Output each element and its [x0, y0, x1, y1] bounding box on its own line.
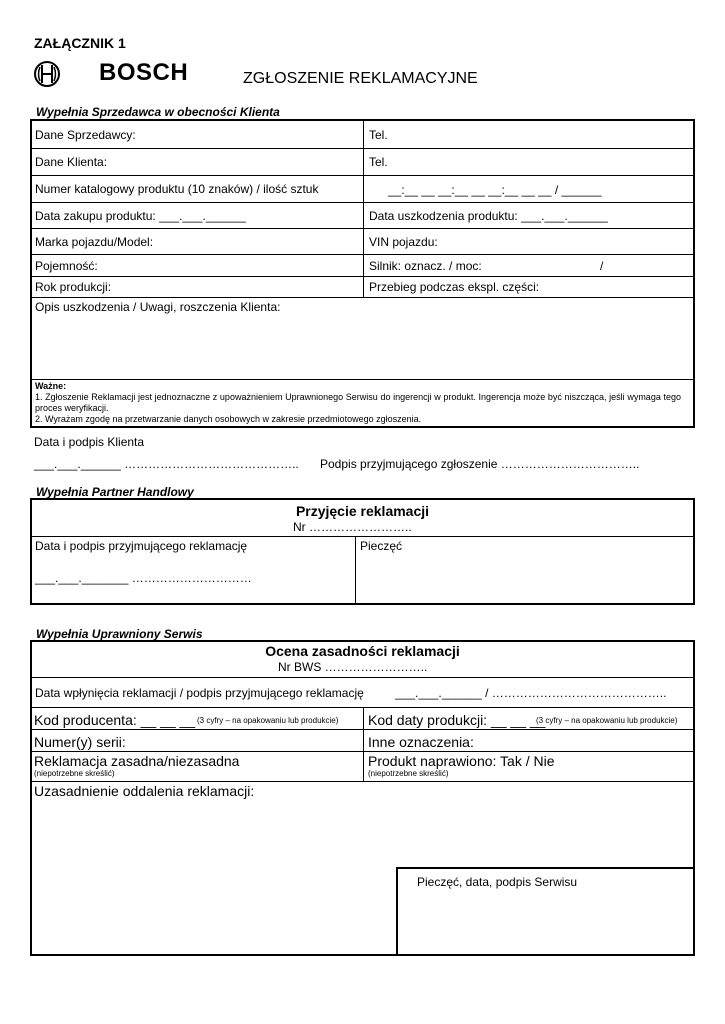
- vin-field[interactable]: VIN pojazdu:: [369, 235, 438, 249]
- catalog-number-label: Numer katalogowy produktu (10 znaków) / ilość sztuk: [35, 182, 319, 196]
- tel-client-field[interactable]: Tel.: [369, 155, 388, 169]
- arrival-date-line[interactable]: ___.___.______ / ……………………………………..: [395, 686, 667, 700]
- brand-logo-text: BOSCH: [99, 59, 189, 86]
- partner-stamp-field[interactable]: Pieczęć: [360, 539, 403, 553]
- dane-klienta-field[interactable]: Dane Klienta:: [35, 155, 108, 169]
- claim-valid-field[interactable]: Reklamacja zasadna/niezasadna: [34, 753, 240, 769]
- capacity-field[interactable]: Pojemność:: [35, 259, 98, 273]
- receiver-signature-line[interactable]: Podpis przyjmującego zgłoszenie ……………………………..: [320, 457, 640, 471]
- product-repaired-field[interactable]: Produkt naprawiono: Tak / Nie: [368, 753, 555, 769]
- product-repaired-note: (niepotrzebne skreślić): [368, 769, 449, 778]
- serial-number-field[interactable]: Numer(y) serii:: [34, 734, 126, 750]
- service-section-heading: Wypełnia Uprawniony Serwis: [36, 627, 203, 641]
- partner-signature-line[interactable]: ___.___._______ …………………………: [35, 571, 252, 585]
- seller-section-heading: Wypełnia Sprzedawca w obecności Klienta: [36, 105, 280, 119]
- engine-slash: /: [600, 259, 604, 273]
- claim-valid-note: (niepotrzebne skreślić): [34, 769, 115, 778]
- partner-signature-label: Data i podpis przyjmującego reklamację: [35, 539, 248, 553]
- annex-label: ZAŁĄCZNIK 1: [34, 35, 126, 51]
- arrival-date-label: Data wpłynięcia reklamacji / podpis przyjmującego reklamację: [35, 686, 364, 700]
- client-signature-line[interactable]: ___.___.______ ……………………………………..: [34, 457, 299, 471]
- damage-date-field[interactable]: Data uszkodzenia produktu: ___.___.______: [369, 209, 608, 223]
- bws-number-field[interactable]: Nr BWS ……………………..: [278, 660, 428, 674]
- vehicle-model-field[interactable]: Marka pojazdu/Model:: [35, 235, 154, 249]
- purchase-date-field[interactable]: Data zakupu produktu: ___.___.______: [35, 209, 246, 223]
- production-year-field[interactable]: Rok produkcji:: [35, 280, 112, 294]
- mileage-field[interactable]: Przebieg podczas ekspl. części:: [369, 280, 540, 294]
- important-title: Ważne:: [35, 381, 67, 391]
- important-note-1: 1. Zgłoszenie Reklamacji jest jednoznaczne z upoważnieniem Uprawnionego Serwisu do ingerencji w produkt. Ingerencja może być niszcząca, jeśli wymaga tego proces weryfikacji.: [35, 392, 681, 413]
- engine-field[interactable]: Silnik: oznacz. / moc:: [369, 259, 482, 273]
- partner-section-heading: Wypełnia Partner Handlowy: [36, 485, 194, 499]
- production-date-code-note: (3 cyfry – na opakowaniu lub produkcie): [536, 716, 678, 725]
- service-box-title: Ocena zasadności reklamacji: [265, 643, 460, 659]
- catalog-number-field[interactable]: __:__ __ __:__ __ __:__ __ __ / ______: [388, 183, 602, 197]
- rejection-justification-field[interactable]: Uzasadnienie oddalenia reklamacji:: [34, 783, 255, 799]
- client-signature-label: Data i podpis Klienta: [34, 435, 145, 449]
- producer-code-note: (3 cyfry – na opakowaniu lub produkcie): [197, 716, 339, 725]
- other-markings-field[interactable]: Inne oznaczenia:: [368, 734, 474, 750]
- partner-box-title: Przyjęcie reklamacji: [295, 503, 430, 519]
- producer-code-field[interactable]: Kod producenta: __ __ __: [34, 712, 196, 728]
- partner-nr-field[interactable]: Nr ……………………..: [293, 520, 412, 534]
- production-date-code-field[interactable]: Kod daty produkcji: __ __ __: [368, 712, 546, 728]
- tel-seller-field[interactable]: Tel.: [369, 128, 388, 142]
- dane-sprzedawcy-field[interactable]: Dane Sprzedawcy:: [35, 128, 136, 142]
- bosch-armature-logo-icon: [33, 60, 61, 88]
- important-note-2: 2. Wyrażam zgodę na przetwarzanie danych osobowych w zakresie przedmiotowego zgłoszenia.: [35, 414, 422, 424]
- service-stamp-label: Pieczęć, data, podpis Serwisu: [417, 875, 578, 889]
- form-title: ZGŁOSZENIE REKLAMACYJNE: [243, 70, 478, 87]
- damage-description-field[interactable]: Opis uszkodzenia / Uwagi, roszczenia Klienta:: [35, 300, 281, 314]
